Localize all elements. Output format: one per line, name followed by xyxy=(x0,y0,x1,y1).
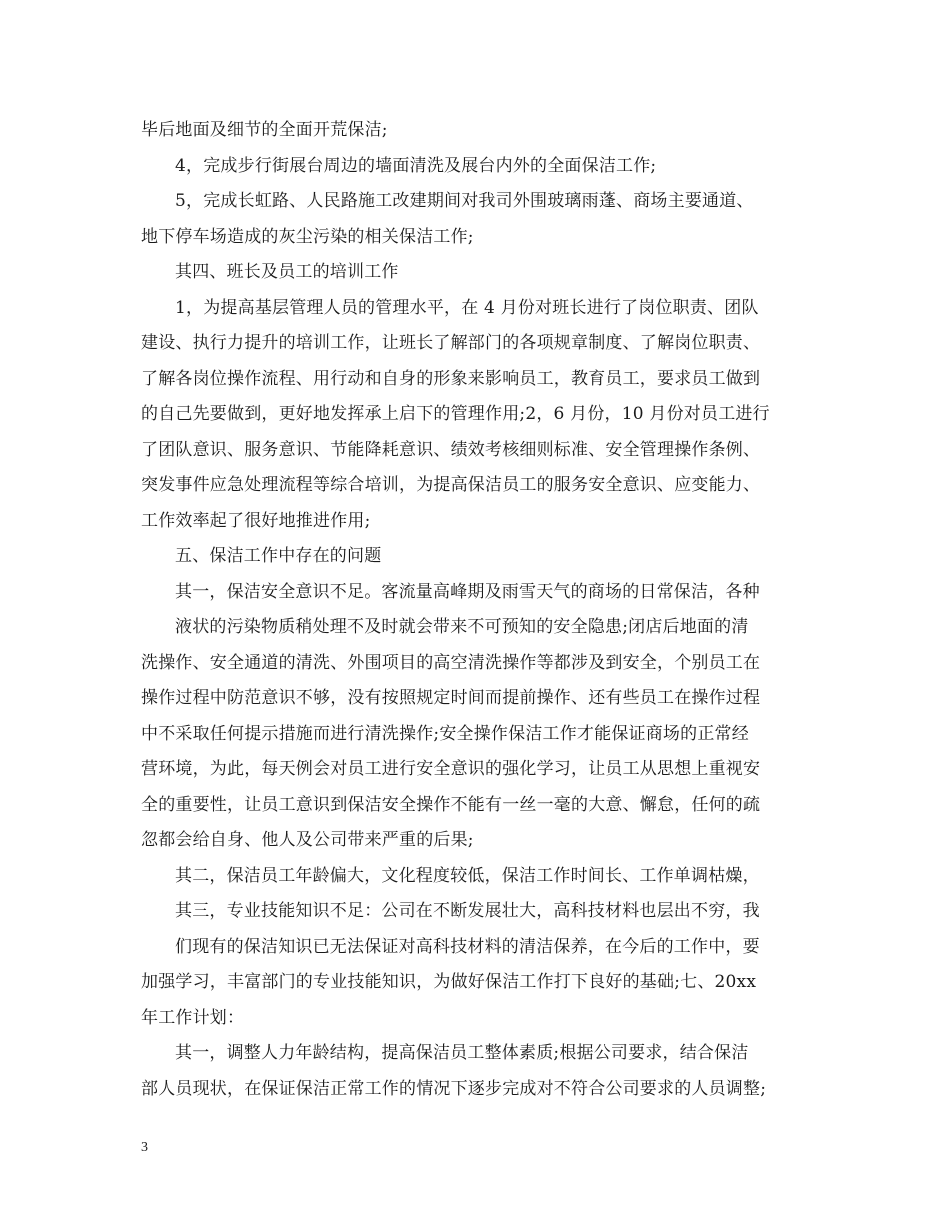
text-line: 工作效率起了很好地推进作用; xyxy=(141,510,371,531)
text-line: 地下停车场造成的灰尘污染的相关保洁工作; xyxy=(141,226,474,247)
text-line: 了团队意识、服务意识、节能降耗意识、绩效考核细则标准、安全管理操作条例、 xyxy=(141,439,761,460)
text-line: 了解各岗位操作流程、用行动和自身的形象来影响员工，教育员工，要求员工做到 xyxy=(141,368,761,389)
text-line: 毕后地面及细节的全面开荒保洁; xyxy=(141,120,388,140)
text-line: 洗操作、安全通道的清洗、外围项目的高空清洗操作等都涉及到安全，个别员工在 xyxy=(141,652,761,673)
text-line: 液状的污染物质稍处理不及时就会带来不可预知的安全隐患;闭店后地面的清 xyxy=(175,617,749,637)
text-line: 其一，保洁安全意识不足。客流量高峰期及雨雪天气的商场的日常保洁，各种 xyxy=(175,581,760,602)
text-line: 其四、班长及员工的培训工作 xyxy=(175,262,399,282)
text-line: 五、保洁工作中存在的问题 xyxy=(175,546,382,566)
text-line: 突发事件应急处理流程等综合培训，为提高保洁员工的服务安全意识、应变能力、 xyxy=(141,475,761,495)
text-line: 5，完成长虹路、人民路施工改建期间对我司外围玻璃雨蓬、商场主要通道、 xyxy=(175,191,754,211)
document-body xyxy=(141,113,813,1107)
text-line: 加强学习，丰富部门的专业技能知识，为做好保洁工作打下良好的基础;七、20xx xyxy=(141,972,757,992)
text-line: 4，完成步行街展台周边的墙面清洗及展台内外的全面保洁工作; xyxy=(175,155,657,176)
text-line: 的自己先要做到，更好地发挥承上启下的管理作用;2，6 月份，10 月份对员工进行 xyxy=(141,404,770,424)
text-line: 其一，调整人力年龄结构，提高保洁员工整体素质;根据公司要求，结合保洁 xyxy=(175,1043,749,1063)
text-line: 部人员现状，在保证保洁正常工作的情况下逐步完成对不符合公司要求的人员调整; xyxy=(141,1078,767,1099)
text-line: 营环境，为此，每天例会对员工进行安全意识的强化学习，让员工从思想上重视安 xyxy=(141,759,761,779)
text-line: 全的重要性，让员工意识到保洁安全操作不能有一丝一毫的大意、懈怠，任何的疏 xyxy=(141,794,761,815)
page-number: 3 xyxy=(141,1140,148,1155)
text-line: 们现有的保洁知识已无法保证对高科技材料的清洁保养，在今后的工作中，要 xyxy=(175,936,760,957)
text-line: 中不采取任何提示措施而进行清洗操作;安全操作保洁工作才能保证商场的正常经 xyxy=(141,723,749,744)
text-line: 操作过程中防范意识不够，没有按照规定时间而提前操作、还有些员工在操作过程 xyxy=(141,688,761,708)
text-line: 1，为提高基层管理人员的管理水平，在 4 月份对班长进行了岗位职责、团队 xyxy=(175,297,759,318)
text-line: 年工作计划： xyxy=(141,1007,245,1028)
text-line: 建设、执行力提升的培训工作，让班长了解部门的各项规章制度、了解岗位职责、 xyxy=(141,333,761,353)
text-line: 其二，保洁员工年龄偏大，文化程度较低，保洁工作时间长、工作单调枯燥， xyxy=(175,865,760,886)
text-line: 忽都会给自身、他人及公司带来严重的后果; xyxy=(141,830,474,850)
text-line: 其三，专业技能知识不足：公司在不断发展壮大，高科技材料也层出不穷，我 xyxy=(175,901,760,921)
